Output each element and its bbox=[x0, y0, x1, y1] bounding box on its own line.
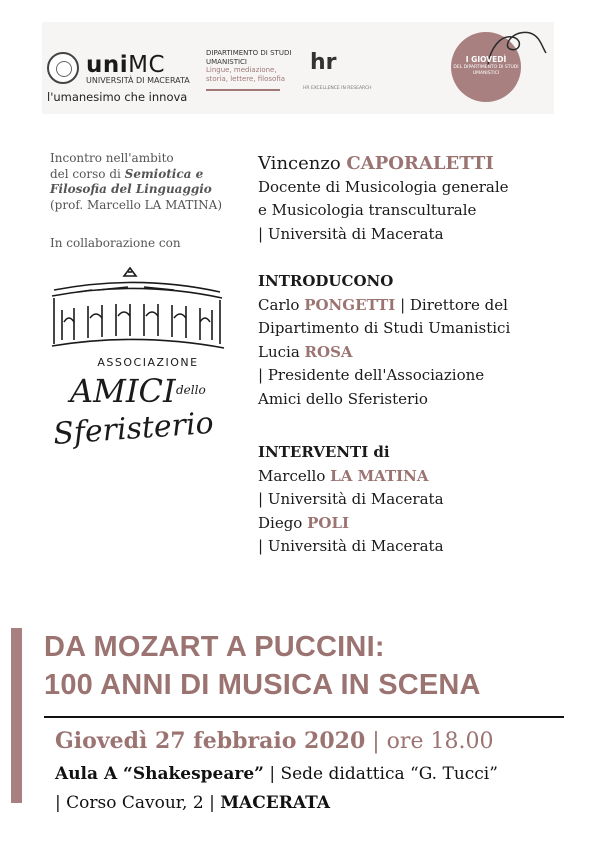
introducono-section bbox=[258, 270, 510, 411]
hr-excellence-caption: HR EXCELLENCE IN RESEARCH bbox=[303, 86, 372, 91]
venue-room: Aula A “Shakespeare” bbox=[55, 764, 264, 784]
presenter-line: Carlo PONGETTI | Direttore del bbox=[258, 295, 508, 314]
interventi-section bbox=[258, 441, 444, 559]
context-line: del corso di Semiotica e bbox=[50, 166, 204, 181]
main-speaker bbox=[258, 152, 509, 246]
event-title-line: DA MOZART A PUCCINI: bbox=[44, 631, 385, 663]
venue-building: | Sede didattica “G. Tucci” bbox=[263, 764, 498, 784]
presenter-role: | Presidente dell'Associazione bbox=[258, 366, 485, 384]
unimc-subtitle: UNIVERSITÀ DI MACERATA bbox=[86, 76, 190, 85]
context-line: (prof. Marcello LA MATINA) bbox=[50, 197, 223, 212]
speaker-role: | Università di Macerata bbox=[258, 490, 444, 508]
university-seal-icon bbox=[47, 52, 79, 84]
title-divider bbox=[44, 716, 564, 718]
assoc-word-sferisterio: Sferisterio bbox=[52, 405, 215, 452]
unimc-logo: uniMC bbox=[86, 52, 166, 78]
event-address bbox=[55, 793, 330, 813]
speaker-affiliation: | Università di Macerata bbox=[258, 224, 444, 243]
speaker-role: Docente di Musicologia generale bbox=[258, 177, 509, 196]
event-datetime bbox=[55, 728, 493, 754]
speaker-name: Vincenzo CAPORALETTI bbox=[258, 153, 494, 174]
department-title: DIPARTIMENTO DI STUDI UMANISTICI bbox=[206, 49, 292, 66]
assoc-word-dello: dello bbox=[176, 383, 206, 397]
speaker-role: | Università di Macerata bbox=[258, 537, 444, 555]
presenter-role: Amici dello Sferisterio bbox=[258, 389, 428, 408]
department-underline bbox=[206, 89, 280, 91]
speaker-line: Marcello LA MATINA bbox=[258, 466, 429, 485]
event-venue bbox=[55, 764, 498, 784]
hr-excellence-logo: hr bbox=[310, 50, 337, 75]
speaker-role: e Musicologia transculturale bbox=[258, 201, 477, 219]
section-heading: INTRODUCONO bbox=[258, 272, 394, 290]
section-heading: INTERVENTI di bbox=[258, 443, 390, 461]
presenter-line: Lucia ROSA bbox=[258, 342, 353, 361]
context-line: Filosofia del Linguaggio bbox=[50, 182, 212, 196]
badge-subtitle: DEL DIPARTIMENTO DI STUDI UMANISTICI bbox=[453, 65, 519, 76]
venue-street: | Corso Cavour, 2 | bbox=[55, 793, 221, 813]
course-name: Semiotica e bbox=[124, 166, 204, 181]
assoc-word-associazione: ASSOCIAZIONE bbox=[97, 356, 199, 369]
speaker-line: Diego POLI bbox=[258, 513, 350, 532]
collaboration-label: In collaborazione con bbox=[50, 236, 181, 250]
presenter-role: Dipartimento di Studi Umanistici bbox=[258, 319, 511, 337]
venue-city: MACERATA bbox=[220, 793, 331, 813]
event-time: | ore 18.00 bbox=[365, 729, 494, 754]
title-accent-bar bbox=[11, 628, 22, 803]
event-date: Giovedì 27 febbraio 2020 bbox=[55, 728, 366, 754]
course-context bbox=[50, 151, 240, 213]
badge-title: I GIOVEDÌ bbox=[465, 55, 507, 64]
department-subtitle: Lingue, mediazione, storia, lettere, filosofia bbox=[206, 66, 286, 83]
associazione-amici-sferisterio-logo bbox=[48, 262, 228, 472]
assoc-word-amici: AMICI bbox=[70, 372, 176, 410]
event-title-line: 100 ANNI DI MUSICA IN SCENA bbox=[44, 669, 481, 701]
university-motto: l'umanesimo che innova bbox=[47, 90, 188, 104]
event-title bbox=[44, 628, 481, 704]
context-line: Incontro nell'ambito bbox=[50, 151, 174, 165]
